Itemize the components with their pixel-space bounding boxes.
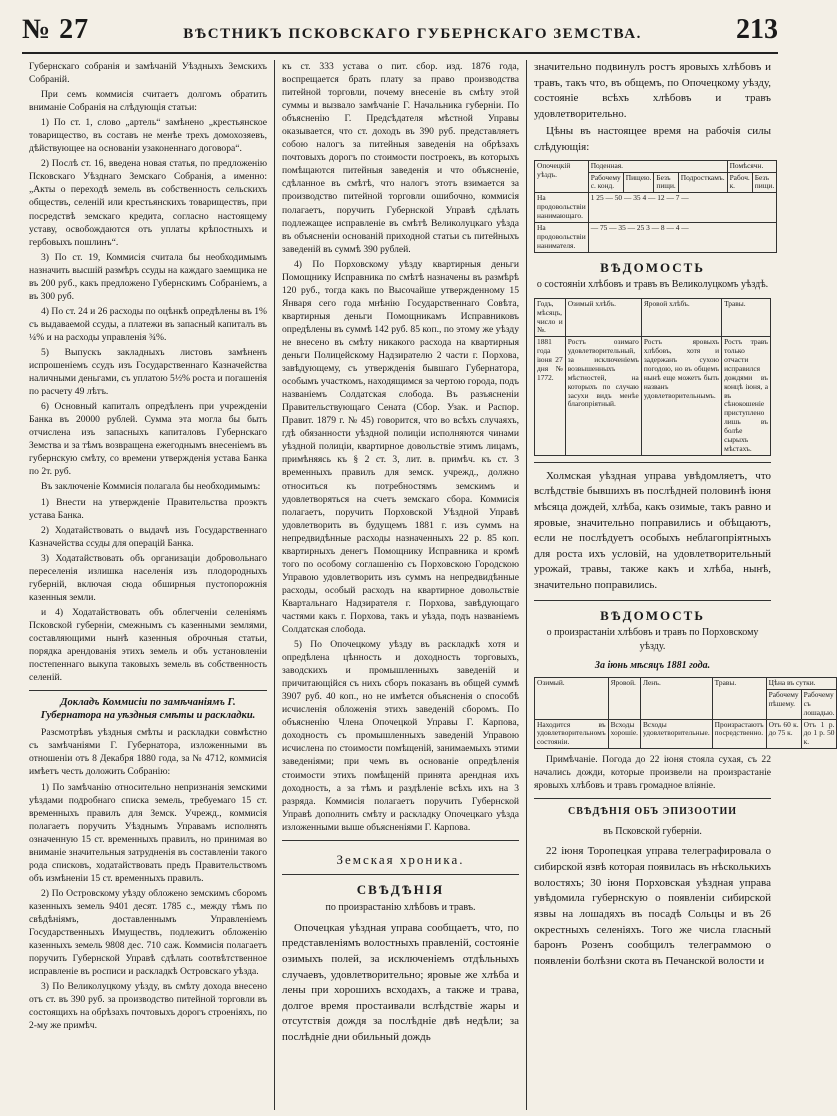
- paragraph: 22 іюня Торопецкая управа телеграфировала о сибирской язвѣ которая появилась въ нѣсколькихъ волостяхъ; 30 іюня Порховская уѣздная управа увѣдомила губернскую о появленіи сибирской язвы на лошадяхъ въ посадѣ Сольцы и въ 26 окрестныхъ селеніяхъ. Того же числа гласный баронъ Розенъ сообщилъ телеграммою о появленіи болѣзни скота въ Печанской волости и: [534, 845, 771, 967]
- divider: [534, 462, 771, 463]
- table-cell: Всходы удовлетворительные.: [640, 719, 712, 749]
- table-header: Опочецкій уѣздъ.: [535, 160, 589, 193]
- paragraph: 3) Ходатайствовать объ организаціи добровольнаго переселенія излишка населенія изъ плодородныхъ губерній, включая сюда обширныя пустопорожнія казенныя земли.: [29, 552, 267, 603]
- paragraph: 1) Внести на утвержденіе Правительства проэктъ устава Банка.: [29, 496, 267, 521]
- table-header: Цѣна въ сутки.: [766, 678, 837, 690]
- table-cell: Всходы хорошіе.: [608, 719, 640, 749]
- table-header: Травы.: [712, 678, 766, 720]
- table-row: [535, 222, 777, 252]
- table-header: Рабочему пѣшему.: [766, 689, 801, 719]
- epizootic-subtitle: въ Псковской губерніи.: [603, 825, 702, 837]
- paragraph: Холмская уѣздная управа увѣдомляетъ, что вслѣдствіе бывшихъ въ послѣдней половинѣ іюня мѣсяца дождей, хлѣба, какъ озимые, такъ равно и яровые, значительно поправились и обѣщаютъ, если не послѣдуетъ особыхъ неблагопріятныхъ для роста ихъ условій, на удовлетворительный урожай, травы, также какъ и хлѣба, нынѣ, значительно поправились.: [534, 469, 771, 591]
- table-cell: Произрастаютъ посредственно.: [712, 719, 766, 749]
- wages-table: [534, 160, 777, 253]
- table-header: Травы.: [722, 298, 771, 337]
- statement-subtitle: о состояніи хлѣбовъ и травъ въ Великолуцкомъ уѣздѣ.: [536, 279, 769, 291]
- paragraph: 6) Основный капиталъ опредѣленъ при учрежденіи Банка въ 20000 рублей. Сумма эта могла бы быть отчислена изъ запасныхъ капиталовъ Губернскаго Земства и за тѣмъ возвращена ежегоднымъ внесеніемъ въ губернскую смѣту, со времени утвержденія устава Банка по 2т. руб.: [29, 401, 267, 478]
- table-header: Помѣсячн.: [727, 160, 777, 172]
- paragraph: Губернскаго собранія и замѣчаній Уѣздныхъ Земскихъ Собраній.: [29, 61, 267, 86]
- table-cell: — 75 — 35 — 25 3 — 8 — 4 —: [588, 222, 777, 252]
- paragraph: Разсмотрѣвъ уѣздныя смѣты и раскладки совмѣстно съ замѣчаніями Г. Губернатора, изложенными въ отношеніи отъ 8 Декабря 1880 года, за № 4712, коммисія имѣетъ честь доложить Собранію:: [29, 727, 267, 778]
- paragraph: 3) По Великолуцкому уѣзду, въ смѣту дохода внесено отъ ст. въ 390 руб. за производство питейной торговли въ состоящихъ на обрѣзахъ почтовыхъ дорогъ строеніяхъ, по 2-му же примѣч.: [29, 981, 267, 1032]
- statement-subtitle: о произрастаніи хлѣбовъ и травъ по Порховскому уѣзду.: [546, 627, 759, 652]
- divider: [282, 840, 519, 841]
- table-header: Подросткамъ.: [678, 172, 727, 193]
- paragraph: При семъ коммисія считаетъ долгомъ обратить вниманіе Собранія на слѣдующія статьи:: [29, 89, 267, 114]
- table-header: Озимый хлѣбъ.: [565, 298, 641, 337]
- table-cell: Ростъ озимаго удовлетворительный, за исключеніемъ возвышенныхъ мѣстностей, на которыхъ по случаю засухи видъ менѣе благопріятный.: [565, 337, 641, 455]
- crops-table: [534, 298, 771, 456]
- paragraph: 4) По ст. 24 и 26 расходы по оцѣнкѣ опредѣлены въ 1% съ выдаваемой ссуды, а платежи въ запасный капиталъ въ ¼% и на расходы управленія ¾%.: [29, 305, 267, 343]
- divider: [282, 874, 519, 875]
- table-header: Яровой.: [608, 678, 640, 720]
- porkhov-table: [534, 677, 837, 749]
- paragraph: 2) По Островскому уѣзду обложено земскимъ сборомъ казенныхъ земель 9401 десят. 1785 с., между тѣмъ по свѣдѣніямъ, доставленнымъ Управленіемъ Государственныхъ Имуществъ, подлежитъ обложенію казенныхъ земель 9808 дес. 710 саж. Коммисія полагаетъ поручить Губернской Управѣ сдѣлать соотвѣтственное исправленіе въ росписи и раскладкѣ Островскаго уѣзда.: [29, 887, 267, 978]
- report-heading: Докладъ Коммисіи по замѣчаніямъ Г. Губернатора на уѣздныя смѣты и раскладки.: [40, 697, 256, 721]
- divider: [534, 600, 771, 601]
- divider: [534, 798, 771, 799]
- note: Примѣчаніе. Погода до 22 іюня стояла сухая, съ 22 начались дожди, которые произвели на произрастаніе яровыхъ хлѣбовъ и травъ громадное вліяніе.: [534, 754, 771, 792]
- table-header: Годъ, мѣсяцъ, число и №.: [535, 298, 566, 337]
- paragraph: къ ст. 333 устава о пит. сбор. изд. 1876 года, воспрещается брать плату за право производства питейной торговли, почему внесеніе въ смѣту этой суммы и вызвало замѣчаніе Г. Начальника губерніи. По объясненію Г. Предсѣдателя мѣстной Управы оказывается, что ст. доходъ въ 390 руб. представляетъ собою налогъ за питейныя заведенія на обрѣзахъ почтовыхъ дорогъ по стоимости построекъ, въ которыхъ помѣщаются питейныя заведенія и что объясненіе, сдѣланное въ смѣтѣ, что налогъ этотъ взимается за производство питейной торговли ошибочно, коммисія полагаетъ, поручить Губернской Управѣ сдѣлать подлежащее исправленіе въ смѣтѣ Великолуцкаго уѣзда въ объясненіи основаній приходной статьи съ питейныхъ заведеній въ суммѣ 390 рублей.: [282, 61, 519, 255]
- divider: [29, 690, 267, 691]
- epizootic-title: СВѢДѢНІЯ ОБЪ ЭПИЗООТИИ: [568, 806, 737, 818]
- paragraph: 5) Выпускъ закладныхъ листовъ замѣненъ испрошеніемъ ссудъ изъ Государственнаго Казначейства наличными деньгами, съ уплатою 5½% роста и погашенія по расчету 49 лѣтъ.: [29, 346, 267, 398]
- table-cell: Отъ 60 к. до 75 к.: [766, 719, 801, 749]
- statement-title: ВѢДОМОСТЬ: [600, 607, 705, 623]
- table-cell: Находится въ удовлетворительномъ состояніи.: [535, 719, 609, 749]
- paragraph: Цѣны въ настоящее время на рабочія силы слѣдующія:: [534, 125, 771, 154]
- paragraph: 3) По ст. 19, Коммисія считала бы необходимымъ назначить высшій размѣръ ссуды на каждаго заемщика не въ 200 руб., какъ предложено Губернскимъ Собраніемъ, а въ 300 руб.: [29, 251, 267, 302]
- table-header: Безъ пищи.: [654, 172, 678, 193]
- table-row: [535, 337, 771, 455]
- column-3: [526, 60, 835, 1110]
- column-2: [274, 60, 526, 1110]
- paragraph: Опочецкая уѣздная управа сообщаетъ, что, по представленіямъ волостныхъ правленій, состояніе озимыхъ полей, за исключеніемъ отдѣльныхъ случаевъ, удовлетворительно; яровые же хлѣба и лены при хорошихъ всходахъ, а также и трава, долгое время простаивали вслѣдствіе жары и отсутствія дождя за послѣдніе двѣ недѣли; за послѣдніе дни обильный дождь: [282, 921, 519, 1043]
- paragraph: 1) По ст. 1, слово „артель“ замѣнено „крестьянское товарищество, въ составъ не менѣе трехъ домохозяевъ, дѣйствующее на основаніи узаконеннаго договора“.: [29, 117, 267, 155]
- paragraph: 2) Послѣ ст. 16, введена новая статья, по предложенію Псковскаго Уѣзднаго Земскаго Собранія, а именно: „Акты о переходѣ земель въ собственность сельскихъ обществъ, селеній или крестьянскихъ товариществъ, при посредствѣ земскаго кредита, согласно настоящему уставу, освобождаются отъ уплаты крѣпостныхъ и гербовыхъ пошлинъ“.: [29, 158, 267, 248]
- table-row: [535, 719, 837, 749]
- table-header: Поденная.: [588, 160, 727, 172]
- statement-date: За іюнь мѣсяцъ 1881 года.: [594, 660, 711, 672]
- table-header: Яровой хлѣбъ.: [641, 298, 721, 337]
- table-header: Ленъ.: [640, 678, 712, 720]
- issue-number: № 27: [22, 14, 90, 45]
- paragraph: 1) По замѣчанію относительно непризнанія земскими уѣздами подробнаго списка земель, требуемаго 15 ст. временныхъ правилъ для Земск. Учрежд., коммисія полагаетъ поручить Уѣзднымъ Управамъ исполнять означенную 15 ст. временныхъ правилъ, но принимая во вниманіе значительныя затрудненія въ составленіи такого рода списковъ, ходатайствовать предъ Правительствомъ объ измѣненіи 15 ст. временныхъ правилъ.: [29, 781, 267, 884]
- paragraph: 2) Ходатайствовать о выдачѣ изъ Государственнаго Казначейства ссуды для операцій Банка.: [29, 524, 267, 549]
- table-header: Рабочему съ лошадью.: [801, 689, 837, 719]
- paragraph: и 4) Ходатайствовать объ облегченіи селеніямъ Псковской губерніи, смежнымъ съ казенными землями, составляющими нынѣ казенныя оброчныя статьи, порядка арендованія этихъ земель и объ установленіи постепеннаго выкупа таковыхъ земель въ собственность селеній.: [29, 606, 267, 684]
- table-cell: Отъ 1 р. до 1 р. 50 к.: [801, 719, 837, 749]
- table-header: Пищею.: [623, 172, 654, 193]
- paragraph: 4) По Порховскому уѣзду квартирныя деньги Помощнику Исправника по смѣтѣ назначены въ размѣрѣ 120 руб., тогда какъ по Высочайше утвержденному 15 Января сего года мнѣнію Государственнаго Совѣта, квартирныя деньги Помощникамъ Исправниковъ опредѣлены въ суммѣ 142 руб. 85 коп., по этому же уѣзду не внесено въ смѣту никакого расхода на квартирныя деньги Полицейскому Надзирателю 2 части г. Порхова, завѣдующему, съ утвержденія бывшаго Губернатора, особымъ участкомъ, находящимся за чертою города, подъ названіемъ Солдатская слобода. Въ разъясненіи Правительствующаго Сената (Сбор. Узак. и Распор. Правит. 1879 г. № 45) говорится, что во всѣхъ случаяхъ, гдѣ обязанности уѣздной полиціи исполняются чинами уѣздной полиціи, квартирное довольствіе этимъ лицамъ, примѣняясь къ § 2 ст. 3, лит. в. примѣч. къ ст. 3 временныхъ правилъ для земск. учрежд., должно относиться къ потребностямъ земскимъ и удовлетворяться на счетъ земскаго сбора. Коммисія полагаетъ, поручить Порховской Уѣздной Управѣ удовлетворить въ будущемъ 1881 г. изъ суммъ на непредвидѣнные расходы назначенныхъ 22 р. 85 коп. квартирныхъ денегъ Помощнику Исправника и кромѣ того по особому соглашенію съ Порховскою Городскою Управою удовлетворить изъ суммъ на непредвидѣнные расходы, особый расходъ на квартирное довольствіе Квартальнаго Надзирателя г. Порхова, завѣдующаго частями какъ г. Порхова, такъ и уѣзда, подъ названіемъ Солдатская слобода.: [282, 258, 519, 636]
- table-header: Озимый.: [535, 678, 609, 720]
- table-cell: 1881 года іюня 27 дня № 1772.: [535, 337, 566, 455]
- article-subtitle: по произрастанію хлѣбовъ и травъ.: [325, 902, 476, 914]
- paragraph: значительно подвинулъ ростъ яровыхъ хлѣбовъ и травъ, такъ что, въ общемъ, по Опочецкому уѣзду, состояніе всѣхъ хлѣбовъ и травъ удовлетворительно.: [534, 61, 771, 120]
- paragraph: Въ заключеніе Коммисія полагала бы необходимымъ:: [41, 481, 261, 493]
- journal-title: ВѢСТНИКЪ ПСКОВСКАГО ГУБЕРНСКАГО ЗЕМСТВА.: [183, 26, 642, 42]
- table-cell: Ростъ яровыхъ хлѣбовъ, хотя и задержанъ сухою погодою, но въ общемъ нынѣ еще можетъ быть названъ удовлетворительнымъ.: [641, 337, 721, 455]
- table-cell: На продовольствіи нанимающаго.: [535, 193, 589, 223]
- table-cell: На продовольствіи нанимателя.: [535, 222, 589, 252]
- column-1: [22, 60, 274, 1110]
- section-title: Земская хроника.: [336, 851, 465, 867]
- article-title: СВѢДѢНІЯ: [356, 882, 445, 898]
- page-number: 213: [736, 14, 778, 45]
- statement-title: ВѢДОМОСТЬ: [600, 259, 705, 275]
- table-header: Безъ пищи.: [752, 172, 776, 193]
- table-cell: Ростъ травъ только отчасти исправился дождями въ концѣ іюня, а въ сѣнокошеніе приступлено лишь въ болѣе сырыхъ мѣстахъ.: [722, 337, 771, 455]
- table-header: Рабочему с. конд.: [588, 172, 623, 193]
- table-header: Рабоч. к.: [727, 172, 752, 193]
- page-header: [22, 14, 778, 54]
- table-row: [535, 193, 777, 223]
- paragraph: 5) По Опочецкому уѣзду въ раскладкѣ хотя и опредѣлена цѣнность и доходность торговыхъ, заводскихъ и промышленныхъ заведеній и причитающійся съ нихъ сборъ показанъ въ общей суммѣ 3907 руб. 40 коп., но не имѣется объясненія о способѣ исчисленія обложенія этихъ заведеній сборомъ. По объясненію Члена Опочецкой Управы Г. Карпова, доходность съ промышленныхъ заведеній Управою исчислена по стоимости помѣщеній, занимаемыхъ этими заведеніями; при чемъ въ основаніе опредѣленія стоимости этихъ помѣщеній принята арендная ихъ доходность, а за тѣмъ и раздѣленіе всѣхъ ихъ на 3 разряда. Коммисія полагаетъ поручить Губернской Управѣ дополнить смѣту и раскладку Опочецкаго уѣзда изложенными выше объясненіями Г. Карпова.: [282, 639, 519, 833]
- table-cell: 1 25 — 50 — 35 4 — 12 — 7 —: [588, 193, 777, 223]
